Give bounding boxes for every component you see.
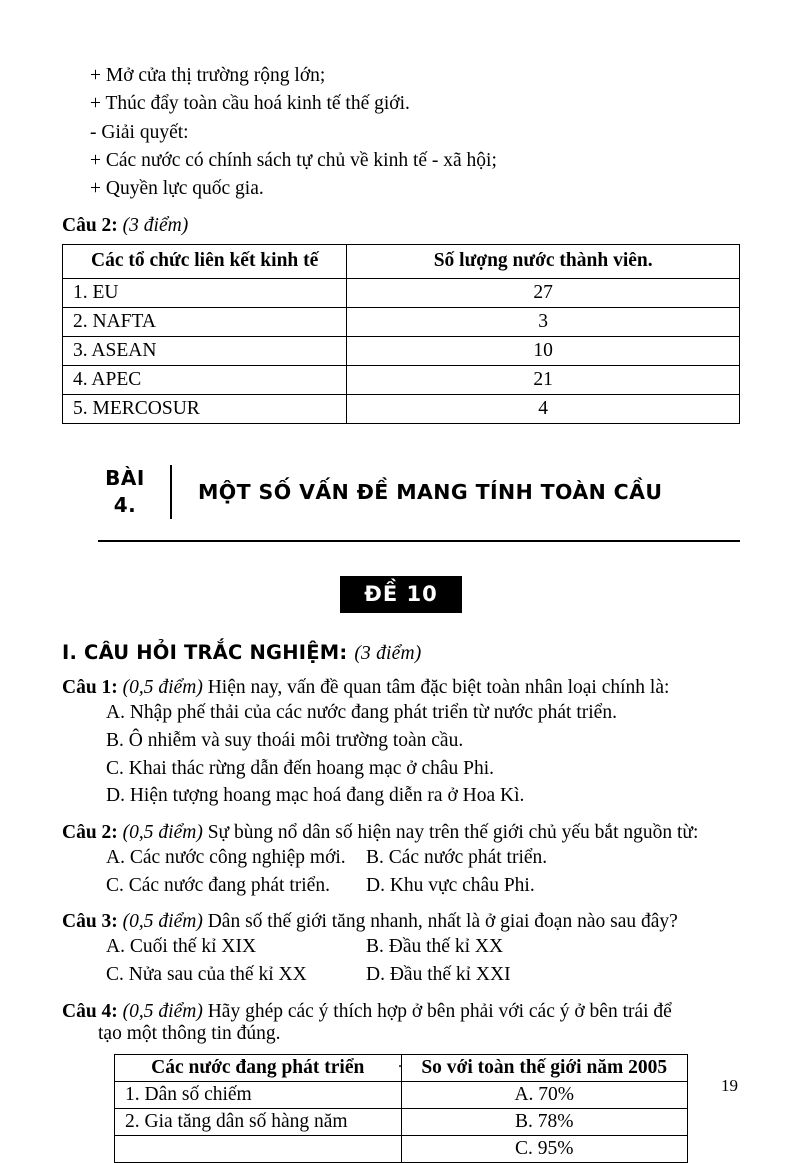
text-line: + Các nước có chính sách tự chủ về kinh tế - xã hội; [90, 149, 497, 171]
question-label: Câu 2: [62, 215, 118, 237]
top-text-block [62, 62, 740, 203]
page-number: 19 [721, 1076, 738, 1095]
table-cell: 4 [347, 395, 740, 424]
section-heading [62, 641, 740, 665]
table-row [63, 366, 740, 395]
answer-option: B. Ô nhiễm và suy thoái môi trường toàn cầu. [106, 730, 464, 752]
answer-option: D. Khu vực châu Phi. [366, 874, 535, 896]
table-header-cell: Các tổ chức liên kết kinh tế [63, 245, 347, 279]
table-row [63, 279, 740, 308]
section-score: (3 điểm) [354, 643, 422, 665]
table-cell: 4. APEC [63, 366, 347, 395]
answer-row [62, 933, 740, 961]
question-text: Dân số thế giới tăng nhanh, nhất là ở giai đoạn nào sau đây? [207, 911, 678, 933]
table-cell: 27 [347, 279, 740, 308]
question-label: Câu 3: [62, 911, 118, 933]
table-cell: 21 [347, 366, 740, 395]
question-label: Câu 4: [62, 1000, 118, 1022]
table-row [63, 337, 740, 366]
table-cell: 2. Gia tăng dân số hàng năm [115, 1108, 402, 1135]
question-heading-3 [62, 911, 740, 933]
table-cell: C. 95% [401, 1135, 688, 1162]
answer-row [62, 872, 740, 900]
table-cell: 1. Dân số chiếm [115, 1081, 402, 1108]
table-cell [115, 1135, 402, 1162]
table-row [115, 1081, 688, 1108]
text-line: + Mở cửa thị trường rộng lớn; [90, 65, 326, 86]
table-row [63, 308, 740, 337]
answer-row [62, 844, 740, 872]
answer-option: D. Đầu thế kỉ XXI [366, 964, 511, 986]
lesson-heading-block [62, 458, 740, 550]
question-text-continued: tạo một thông tin đúng. [98, 1022, 281, 1044]
answer-option: D. Hiện tượng hoang mạc hoá đang diễn ra ở Hoa Kì. [106, 785, 525, 807]
answer-option: C. Các nước đang phát triển. [106, 874, 330, 896]
answer-option: B. Đầu thế kỉ XX [366, 936, 504, 958]
question-heading-cau2-top [62, 215, 740, 237]
question-score: (0,5 điểm) [122, 677, 203, 699]
table-row [115, 1135, 688, 1162]
table-cell: 3. ASEAN [63, 337, 347, 366]
question-heading-4 [62, 1001, 740, 1023]
question-text: Hiện nay, vấn đề quan tâm đặc biệt toàn nhân loại chính là: [207, 677, 670, 699]
question-heading-2 [62, 822, 740, 844]
question-label: Câu 2: [62, 822, 118, 844]
table-header-cell: Số lượng nước thành viên. [347, 245, 740, 279]
table-cell: A. 70% [401, 1081, 688, 1108]
text-line: + Thúc đẩy toàn cầu hoá kinh tế thế giới. [90, 93, 410, 115]
question-score: (0,5 điểm) [122, 911, 203, 933]
table-header-cell: Các nước đang phát triển [115, 1054, 402, 1081]
table-cell: B. 78% [401, 1108, 688, 1135]
answer-option: A. Cuối thế kỉ XIX [106, 936, 257, 958]
answer-option: C. Nửa sau của thế kỉ XX [106, 964, 307, 986]
organizations-table [62, 244, 740, 424]
table-row [115, 1108, 688, 1135]
answer-option: A. Các nước công nghiệp mới. [106, 847, 346, 869]
text-line: - Giải quyết: [90, 121, 189, 143]
table-header-cell: So với toàn thế giới năm 2005 [401, 1054, 688, 1081]
table-cell: 3 [347, 308, 740, 337]
exam-badge-container [62, 576, 740, 613]
answer-option: A. Nhập phế thải của các nước đang phát triển từ nước phát triển. [106, 702, 617, 724]
question-text: Hãy ghép các ý thích hợp ở bên phải với các ý ở bên trái để [207, 1000, 672, 1022]
question-label: Câu 1: [62, 677, 118, 699]
horizontal-rule [98, 540, 740, 542]
table-cell: 1. EU [63, 279, 347, 308]
answer-option: C. Khai thác rừng dẫn đến hoang mạc ở châu Phi. [106, 757, 495, 779]
lesson-number [98, 465, 172, 519]
question-score: (3 điểm) [122, 215, 189, 237]
question-score: (0,5 điểm) [122, 1000, 203, 1022]
question-score: (0,5 điểm) [122, 822, 203, 844]
page-dot-mark: . [398, 1054, 402, 1071]
answer-option: B. Các nước phát triển. [366, 847, 548, 869]
table-cell: 2. NAFTA [63, 308, 347, 337]
table-header-row [63, 245, 740, 279]
table-cell: 5. MERCOSUR [63, 395, 347, 424]
answer-row [62, 961, 740, 989]
lesson-word: BÀI [105, 466, 145, 491]
text-line: + Quyền lực quốc gia. [90, 178, 264, 200]
table-row [63, 395, 740, 424]
question-heading-1 [62, 677, 740, 699]
table-cell: 10 [347, 337, 740, 366]
exam-badge: ĐỀ 10 [340, 576, 461, 613]
lesson-index: 4. [113, 493, 137, 518]
lesson-title: MỘT SỐ VẤN ĐỀ MANG TÍNH TOÀN CẦU [198, 480, 663, 505]
question-text: Sự bùng nổ dân số hiện nay trên thế giới chủ yếu bắt nguồn từ: [207, 822, 699, 844]
section-title: I. CÂU HỎI TRẮC NGHIỆM: [62, 641, 348, 665]
